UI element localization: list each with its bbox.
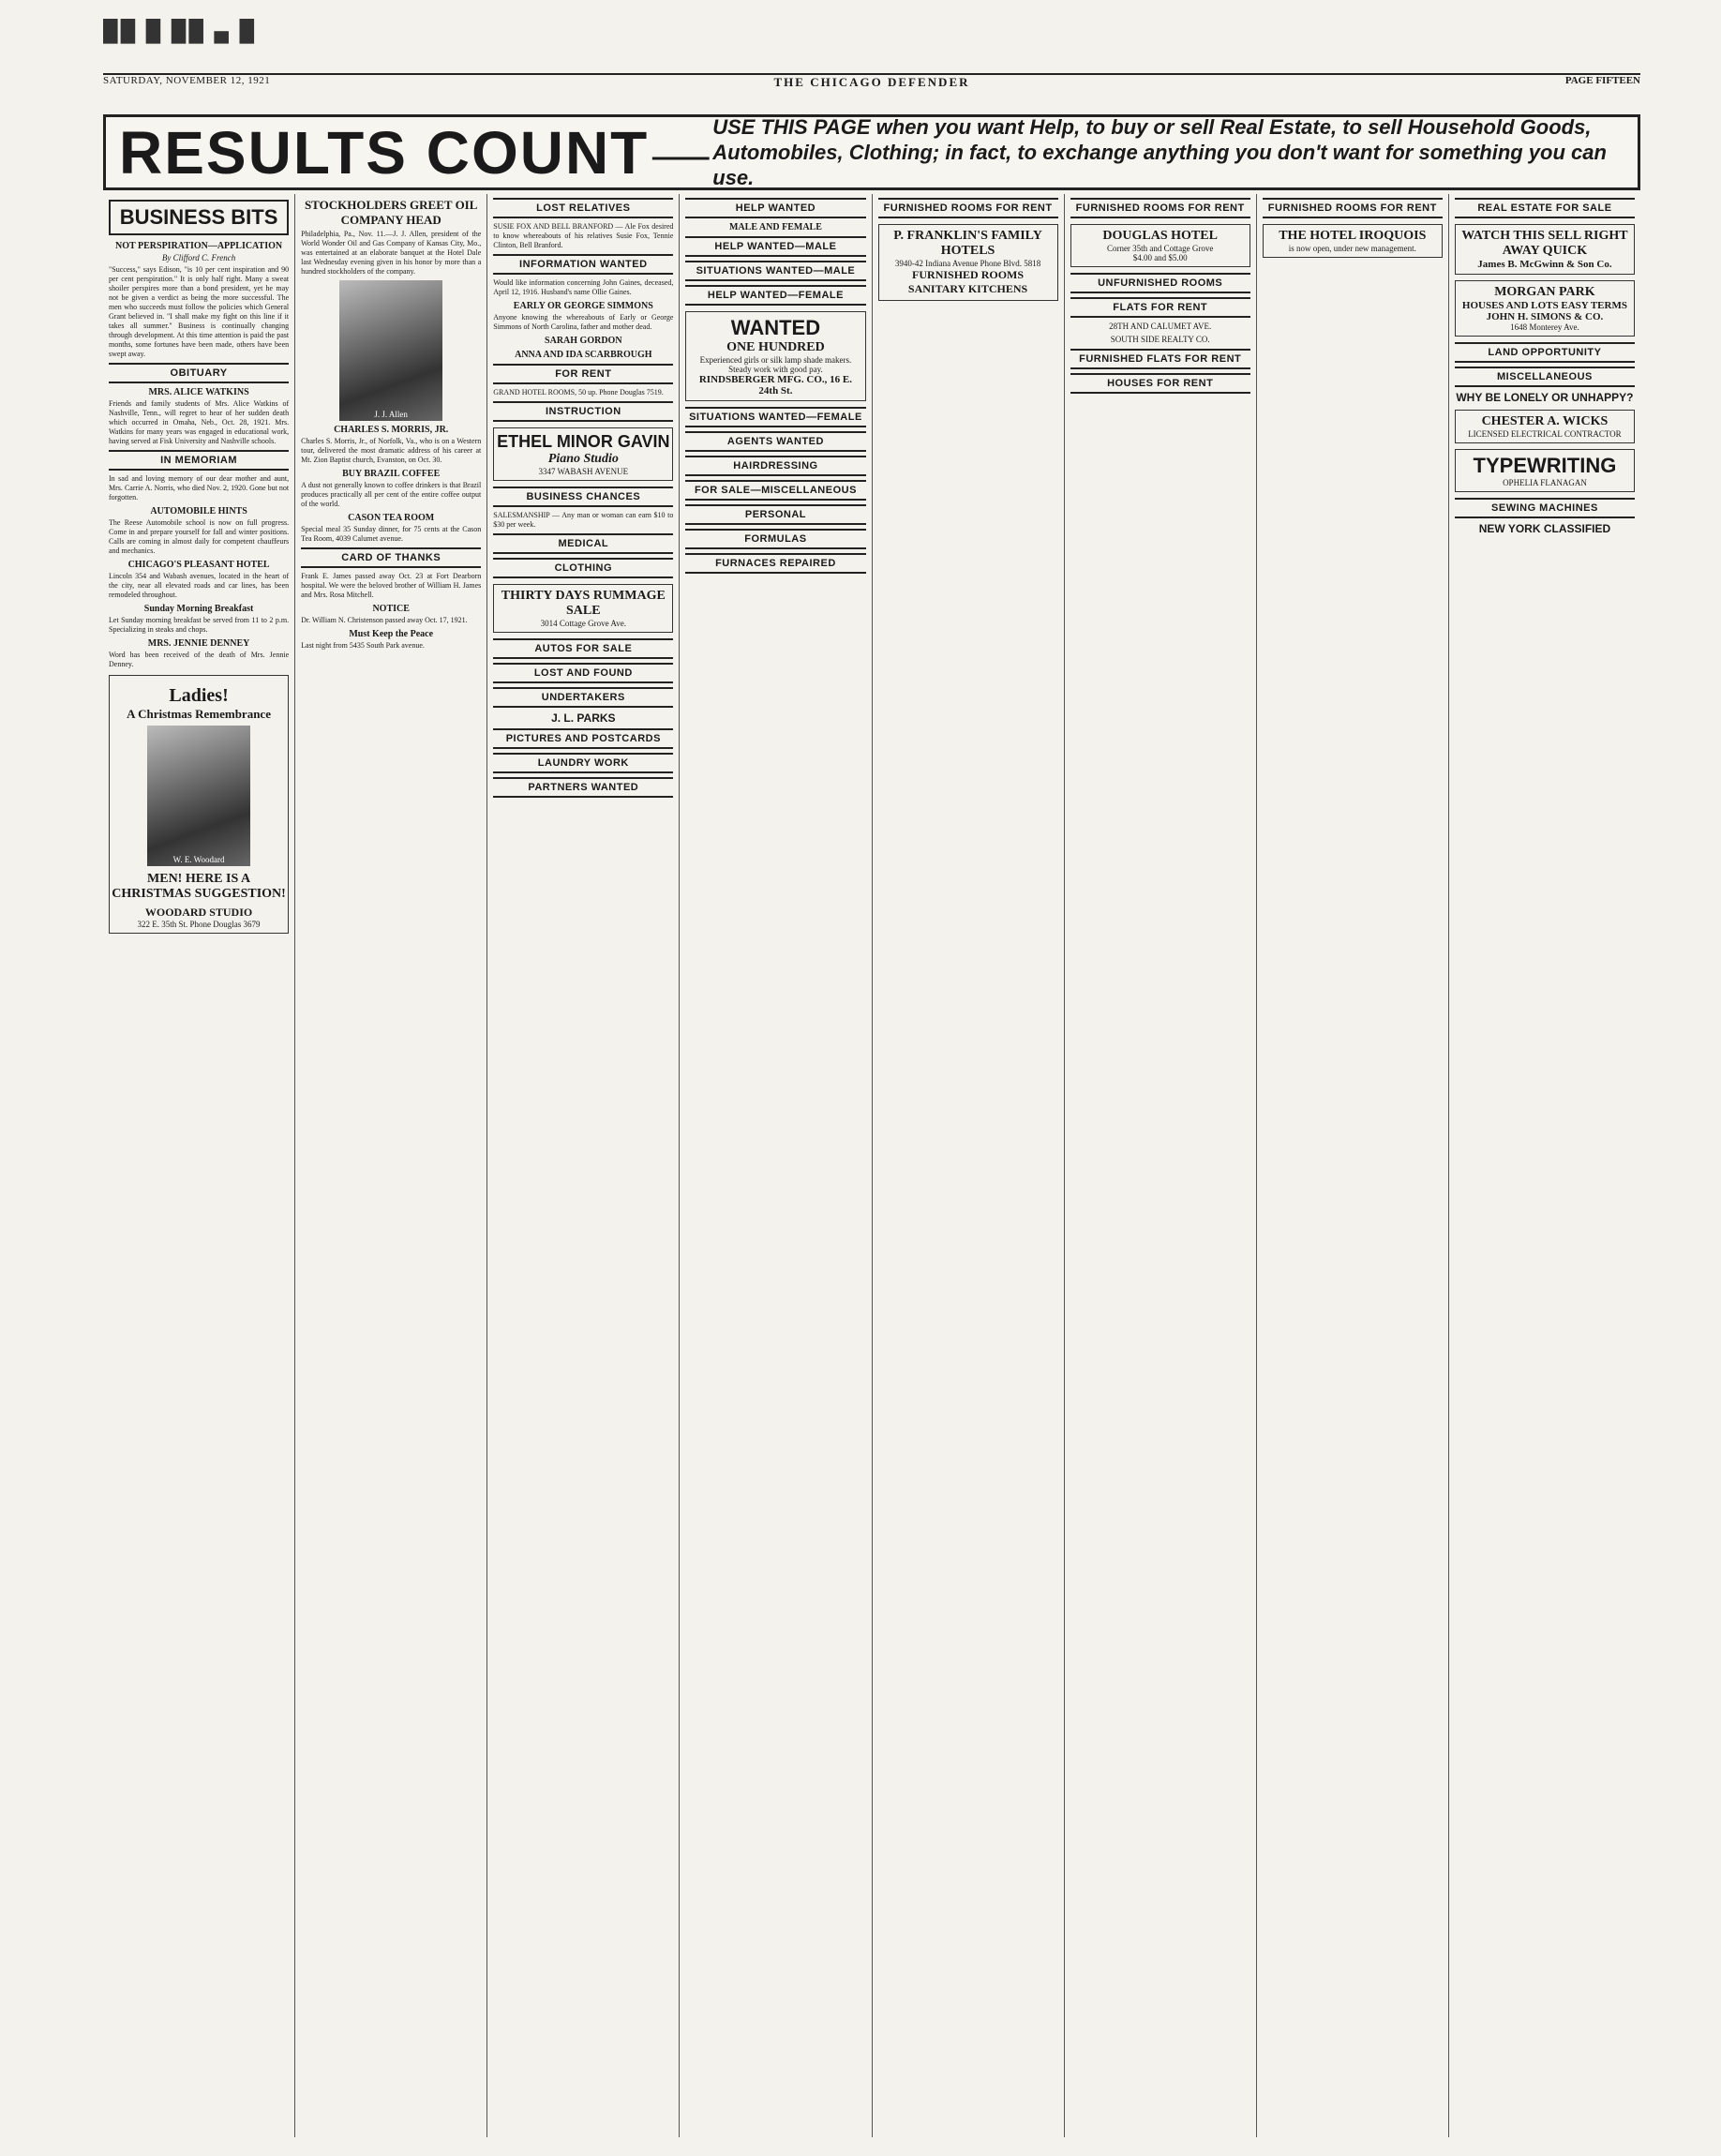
- lost-relatives-heading: LOST RELATIVES: [493, 198, 673, 218]
- results-count-banner: [103, 114, 1640, 190]
- lonely-headline: WHY BE LONELY OR UNHAPPY?: [1456, 391, 1634, 404]
- gordon-title: SARAH GORDON: [545, 336, 622, 346]
- instruction-heading: INSTRUCTION: [493, 401, 673, 422]
- breakfast-title: Sunday Morning Breakfast: [143, 604, 254, 614]
- gavin-sub: Piano Studio: [547, 452, 619, 466]
- male-female-sub: MALE AND FEMALE: [728, 222, 822, 232]
- obituary-body: Friends and family students of Mrs. Alice Watkins of Nashville, Tenn., will regret to hear of her sudden death which occurred in Omaha, Neb., Oct. 28, 1921. Mrs. Watkins for many years was engaged in educational work, having served at Fisk University and Nashville schools.: [109, 399, 290, 445]
- obituary-heading: OBITUARY: [109, 363, 289, 383]
- douglas-hotel-ad: [1070, 224, 1250, 267]
- rindsberger-ad: [685, 311, 865, 401]
- wanted-headline: WANTED: [730, 316, 821, 339]
- gavin-name: ETHEL MINOR GAVIN: [497, 432, 670, 451]
- morris-title: CHARLES S. MORRIS, JR.: [334, 425, 449, 435]
- real-estate-heading: REAL ESTATE FOR SALE: [1455, 198, 1635, 218]
- laundry-heading: LAUNDRY WORK: [493, 753, 673, 773]
- morris-body: Charles S. Morris, Jr., of Norfolk, Va., who is on a Western tour, delivered the most dramatic address of his career at Mt. Zion Baptist church, Evanston, on Oct. 30.: [301, 437, 482, 464]
- franklin-name: P. FRANKLIN'S FAMILY HOTELS: [893, 229, 1042, 258]
- formulas-heading: FORMULAS: [685, 529, 865, 549]
- information-body: Would like information concerning John Gaines, deceased, April 12, 1916. Husband's name Ollie Gaines.: [493, 278, 674, 296]
- studio-name: WOODARD STUDIO: [144, 906, 253, 919]
- business-chances-body: SALESMANSHIP — Any man or woman can earn $10 to $30 per week.: [493, 511, 674, 529]
- situations-male-heading: SITUATIONS WANTED—MALE: [685, 261, 865, 281]
- franklin-address: 3940-42 Indiana Avenue Phone Blvd. 5818: [894, 259, 1041, 268]
- column-news: [295, 194, 487, 2137]
- notice-title: NOTICE: [372, 604, 410, 614]
- information-heading: INFORMATION WANTED: [493, 254, 673, 275]
- coffee-body: A dust not generally known to coffee drinkers is that Brazil produces practically all per cent of the entire coffee output of the world.: [301, 481, 482, 508]
- undertakers-heading: UNDERTAKERS: [493, 687, 673, 708]
- morgan-park-title: MORGAN PARK: [1494, 285, 1595, 299]
- masthead: [103, 19, 1640, 89]
- portrait-caption: W. E. Woodard: [172, 855, 225, 864]
- for-rent-heading: FOR RENT: [493, 364, 673, 384]
- ladies-headline: Ladies!: [169, 685, 229, 706]
- studio-address: 322 E. 35th St. Phone Douglas 3679: [137, 920, 261, 929]
- wicks-ad: [1455, 410, 1635, 443]
- help-wanted-heading: HELP WANTED: [685, 198, 865, 218]
- gavin-piano-ad: [493, 427, 673, 481]
- ny-classified: NEW YORK CLASSIFIED: [1478, 522, 1611, 535]
- woodard-studio-ad: [109, 675, 289, 934]
- notice-body: Dr. William N. Christenson passed away Oct. 17, 1921.: [301, 616, 468, 624]
- franklin-hotels-ad: [878, 224, 1058, 301]
- franklin-kitchens: SANITARY KITCHENS: [907, 282, 1028, 295]
- memoriam-body: In sad and loving memory of our dear mother and aunt, Mrs. Carrie A. Norris, who died Nov. 2, 1920. Gone but not forgotten.: [109, 474, 290, 502]
- newspaper-page: [103, 19, 1640, 2137]
- columns: [103, 194, 1640, 2137]
- realty-name: SOUTH SIDE REALTY CO.: [1110, 335, 1210, 344]
- business-bits-heading: BUSINESS BITS: [109, 200, 289, 235]
- hotel-title: CHICAGO'S PLEASANT HOTEL: [127, 560, 270, 570]
- men-headline: MEN! HERE IS A CHRISTMAS SUGGESTION!: [112, 872, 286, 901]
- autos-heading: AUTOS FOR SALE: [493, 638, 673, 659]
- stockholders-body: Philadelphia, Pa., Nov. 11.—J. J. Allen, president of the World Wonder Oil and Gas Company of Kansas City, Mo., was entertained at an elaborate banquet at the Hotel Dale last Wednesday evening given in his honor by more than a hundred stockholders of the company.: [301, 230, 482, 276]
- peace-body: Last night from 5435 South Park avenue.: [301, 641, 425, 650]
- woodard-portrait: [147, 726, 250, 866]
- thanks-body: Frank E. James passed away Oct. 23 at Fort Dearborn hospital. We were the beloved brother of William H. James and Mrs. Rosa Mitchell.: [301, 572, 482, 599]
- article-title: NOT PERSPIRATION—APPLICATION: [115, 241, 283, 251]
- sewing-heading: SEWING MACHINES: [1455, 498, 1635, 518]
- douglas-corner: Corner 35th and Cottage Grove: [1106, 244, 1214, 253]
- flats-location: 28TH AND CALUMET AVE.: [1109, 322, 1212, 331]
- issue-date: SATURDAY, NOVEMBER 12, 1921: [103, 75, 271, 86]
- douglas-price: $4.00 and $5.00: [1132, 253, 1188, 262]
- wanted-company: RINDSBERGER MFG. CO., 16 E. 24th St.: [698, 374, 853, 397]
- furnished-flats-heading: FURNISHED FLATS FOR RENT: [1070, 349, 1250, 369]
- simons-company: JOHN H. SIMONS & CO.: [1486, 311, 1604, 322]
- douglas-name: DOUGLAS HOTEL: [1102, 229, 1218, 243]
- banner-text: USE THIS PAGE when you want Help, to buy or sell Real Estate, to sell Household Goods, Automobiles, Clothing; in fact, to exchange anything you don't want for something you can use.: [712, 115, 1607, 189]
- obituary-name: MRS. ALICE WATKINS: [148, 387, 249, 397]
- column-classified-a: [487, 194, 680, 2137]
- hairdressing-heading: HAIRDRESSING: [685, 456, 865, 476]
- mcgwinn-ad: [1455, 224, 1635, 275]
- help-wanted-female-heading: HELP WANTED—FEMALE: [685, 285, 865, 306]
- medical-heading: MEDICAL: [493, 533, 673, 554]
- houses-heading: HOUSES FOR RENT: [1070, 373, 1250, 394]
- banner-dash: —: [652, 121, 710, 184]
- auto-hints-body: The Reese Automobile school is now on full progress. Come in and prepare yourself for fall and winter positions. Calls are coming in almost daily for competent chauffeurs and mechanics.: [109, 518, 290, 555]
- agents-heading: AGENTS WANTED: [685, 431, 865, 452]
- rummage-title: THIRTY DAYS RUMMAGE SALE: [501, 589, 666, 618]
- situations-female-heading: SITUATIONS WANTED—FEMALE: [685, 407, 865, 427]
- for-rent-body: GRAND HOTEL ROOMS, 50 up. Phone Douglas 7519.: [493, 388, 664, 397]
- wicks-trade: LICENSED ELECTRICAL CONTRACTOR: [1468, 429, 1622, 439]
- undertaker-name: J. L. PARKS: [551, 711, 616, 725]
- iroquois-desc: is now open, under new management.: [1288, 244, 1416, 253]
- flats-heading: FLATS FOR RENT: [1070, 297, 1250, 318]
- tearoom-body: Special meal 35 Sunday dinner, for 75 cents at the Cason Tea Room, 4039 Calumet avenue.: [301, 525, 482, 543]
- furnished-rooms-heading-1: FURNISHED ROOMS FOR RENT: [878, 198, 1058, 218]
- wanted-count: ONE HUNDRED: [726, 340, 825, 354]
- column-furnished-rooms-1: [873, 194, 1065, 2137]
- article-byline: By Clifford C. French: [161, 253, 236, 262]
- mcgwinn-headline: WATCH THIS SELL RIGHT AWAY QUICK: [1461, 229, 1628, 258]
- help-wanted-male-heading: HELP WANTED—MALE: [685, 236, 865, 257]
- simmons-body: Anyone knowing the whereabouts of Early or George Simmons of North Carolina, father and mother dead.: [493, 313, 674, 331]
- wanted-desc: Experienced girls or silk lamp shade makers. Steady work with good pay.: [699, 355, 852, 374]
- column-help-wanted: [680, 194, 872, 2137]
- unfurnished-heading: UNFURNISHED ROOMS: [1070, 273, 1250, 293]
- simons-address: 1648 Monterey Ave.: [1510, 322, 1579, 332]
- morgan-park-ad: [1455, 280, 1635, 337]
- allen-caption: J. J. Allen: [374, 410, 408, 419]
- iroquois-name: THE HOTEL IROQUOIS: [1279, 229, 1427, 243]
- remembrance-headline: A Christmas Remembrance: [127, 707, 271, 721]
- personal-heading: PERSONAL: [685, 504, 865, 525]
- tearoom-title: CASON TEA ROOM: [348, 513, 435, 523]
- lost-relatives-body: SUSIE FOX AND BELL BRANFORD — Ale Fox desired to know whereabouts of his relatives Susie Fox, Tennie Clinton, Bell Branford.: [493, 222, 674, 249]
- gavin-address: 3347 WABASH AVENUE: [538, 467, 629, 476]
- stockholders-headline: STOCKHOLDERS GREET OIL COMPANY HEAD: [304, 198, 478, 227]
- flanagan-name: OPHELIA FLANAGAN: [1503, 478, 1587, 487]
- furnished-rooms-heading-2: FURNISHED ROOMS FOR RENT: [1070, 198, 1250, 218]
- column-business-bits: [103, 194, 295, 2137]
- coffee-title: BUY BRAZIL COFFEE: [342, 469, 441, 479]
- column-furnished-rooms-2: [1065, 194, 1257, 2137]
- land-opportunity-heading: LAND OPPORTUNITY: [1455, 342, 1635, 363]
- banner-title: RESULTS COUNT: [119, 118, 650, 187]
- for-sale-misc-heading: FOR SALE—MISCELLANEOUS: [685, 480, 865, 501]
- partners-heading: PARTNERS WANTED: [493, 777, 673, 798]
- column-furnished-rooms-3: [1257, 194, 1449, 2137]
- clothing-heading: CLOTHING: [493, 558, 673, 578]
- allen-portrait: [339, 280, 442, 421]
- business-chances-heading: BUSINESS CHANCES: [493, 487, 673, 507]
- newspaper-name: THE CHICAGO DEFENDER: [773, 75, 970, 89]
- peace-title: Must Keep the Peace: [349, 629, 434, 639]
- miscellaneous-heading: MISCELLANEOUS: [1455, 367, 1635, 387]
- rummage-address: 3014 Cottage Grove Ave.: [540, 619, 626, 628]
- typewriting-ad: [1455, 449, 1635, 492]
- pictures-heading: PICTURES AND POSTCARDS: [493, 728, 673, 749]
- mcgwinn-company: James B. McGwinn & Son Co.: [1477, 259, 1612, 270]
- memoriam-heading: IN MEMORIAM: [109, 450, 289, 471]
- masthead-scribble: ██ █ ██ ▄ █: [103, 19, 258, 42]
- denney-title: MRS. JENNIE DENNEY: [147, 638, 250, 649]
- furnaces-heading: FURNACES REPAIRED: [685, 553, 865, 574]
- rummage-sale-ad: [493, 584, 673, 633]
- article-body: "Success," says Edison, "is 10 per cent inspiration and 90 per cent perspiration." It is only half right. Many a sweat shoiler perspires more than a bond president, yet he may not be given a verdict as being the more successful. The men who succeeds must follow the policies which General Grant believed in. "I shall make my fight on this line if it takes all summer." Business is continually changing through development. At this time attention is paid the past months, some fortunes have been made, others have been swept away.: [109, 265, 290, 358]
- breakfast-body: Let Sunday morning breakfast be served from 11 to 2 p.m. Specializing in steaks and chops.: [109, 616, 290, 634]
- denney-body: Word has been received of the death of Mrs. Jennie Denney.: [109, 651, 290, 668]
- column-real-estate: [1449, 194, 1640, 2137]
- wicks-name: CHESTER A. WICKS: [1481, 414, 1609, 428]
- franklin-rooms: FURNISHED ROOMS: [912, 268, 1025, 281]
- morgan-park-houses: HOUSES AND LOTS EASY TERMS: [1461, 300, 1627, 311]
- typewriting-title: TYPEWRITING: [1473, 454, 1617, 477]
- iroquois-ad: [1263, 224, 1443, 258]
- simmons-title: EARLY OR GEORGE SIMMONS: [513, 301, 653, 311]
- auto-hints-title: AUTOMOBILE HINTS: [150, 506, 247, 517]
- page-number: PAGE FIFTEEN: [1564, 75, 1640, 86]
- furnished-rooms-heading-3: FURNISHED ROOMS FOR RENT: [1263, 198, 1443, 218]
- thanks-heading: CARD OF THANKS: [301, 547, 481, 568]
- lost-found-heading: LOST AND FOUND: [493, 663, 673, 683]
- hotel-body: Lincoln 354 and Wabash avenues, located in the heart of the city, near all elevated roads and car lines, has been remodeled throughout.: [109, 572, 290, 599]
- scarbrough-title: ANNA AND IDA SCARBROUGH: [515, 350, 652, 360]
